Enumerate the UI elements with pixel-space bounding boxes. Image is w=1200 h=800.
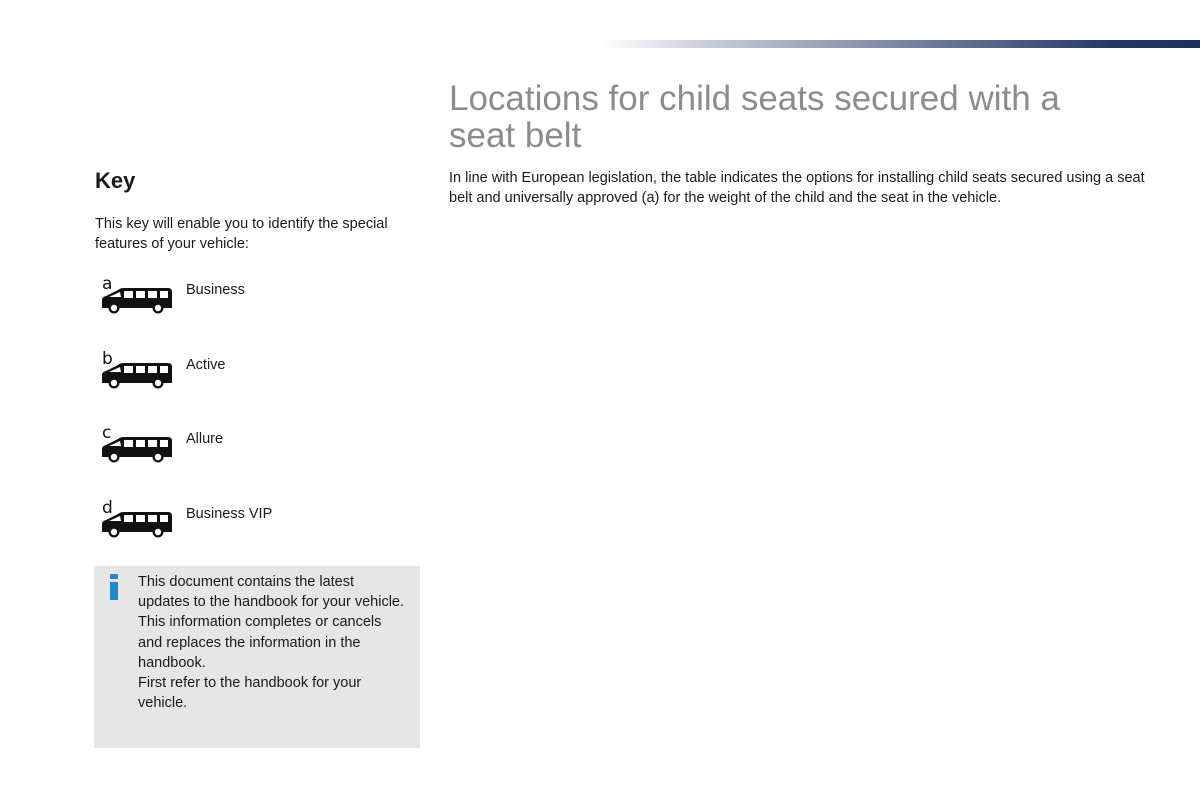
- vehicle-key-item-d: [98, 498, 398, 544]
- van-icon: [100, 510, 174, 538]
- vehicle-key-item-a: [98, 274, 398, 320]
- vehicle-letter: d: [102, 498, 113, 518]
- vehicle-letter: c: [102, 423, 112, 443]
- vehicle-key-item-b: [98, 349, 398, 395]
- header-gradient-bar: [600, 40, 1200, 48]
- vehicle-label: Active: [186, 357, 226, 373]
- main-intro-text: In line with European legislation, the table indicates the options for installing child seats secured using a seat belt and universally approved (a) for the weight of the child and the seat in the vehicle.: [449, 170, 1145, 206]
- vehicle-label: Business: [186, 282, 245, 298]
- vehicle-key-item-c: [98, 423, 398, 469]
- van-icon: [100, 435, 174, 463]
- vehicle-letter: a: [102, 274, 113, 294]
- vehicle-label: Allure: [186, 431, 224, 447]
- info-paragraph: First refer to the handbook for your vehicle.: [138, 675, 362, 712]
- key-heading: Key: [95, 168, 136, 193]
- info-icon: [108, 574, 120, 600]
- vehicle-letter: b: [102, 349, 113, 369]
- van-icon: [100, 361, 174, 389]
- info-paragraph: This information completes or cancels and replaces the information in the handbook.: [138, 614, 382, 671]
- vehicle-label: Business VIP: [186, 506, 273, 522]
- van-icon: [100, 286, 174, 314]
- key-intro-text: This key will enable you to identify the special features of your vehicle:: [95, 216, 388, 252]
- info-paragraph: This document contains the latest updates to the handbook for your vehicle.: [138, 574, 405, 611]
- page-title: Locations for child seats secured with a seat belt: [449, 79, 1060, 155]
- info-note-text: [138, 572, 408, 713]
- info-note-box: [94, 566, 420, 748]
